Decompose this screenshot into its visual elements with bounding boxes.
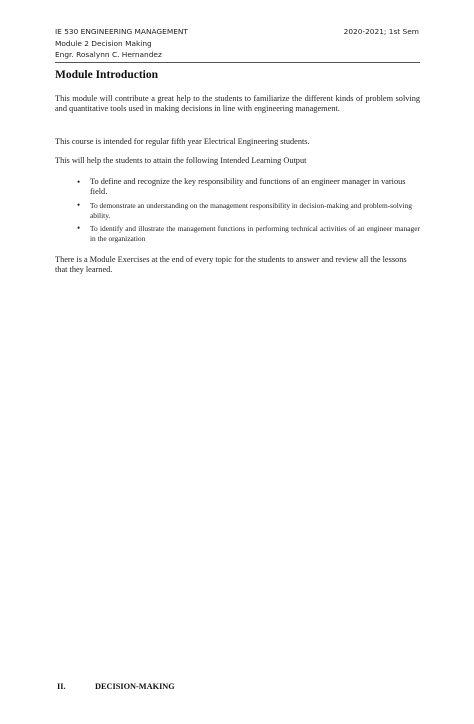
instructor-name: Engr. Rosalynn C. Hernandez (55, 50, 162, 60)
section-title: DECISION-MAKING (95, 682, 175, 691)
learning-outcome-item: • To define and recognize the key responsibility and functions of an engineer manager in various field. (77, 177, 420, 197)
section-heading (57, 682, 175, 691)
audience-paragraph: This course is intended for regular fifth year Electrical Engineering students. (55, 137, 310, 146)
closing-paragraph: There is a Module Exercises at the end of every topic for the students to answer and review all the lessons that they learned. (55, 255, 407, 275)
learning-outcome-item: • To demonstrate an understanding on the management responsibility in decision-making and problem-solving ability. (77, 201, 420, 220)
page-header (55, 26, 419, 61)
learning-outcomes-list (77, 177, 420, 247)
section-number: II. (57, 682, 66, 691)
module-name: Module 2 Decision Making (55, 38, 152, 48)
term-label: 2020-2021; 1st Sem (343, 27, 419, 36)
page-title: Module Introduction (55, 69, 158, 81)
learning-outcome-item: • To identify and illustrate the management functions in performing technical activities of an engineer manager in the organization (77, 224, 420, 243)
course-title: IE 530 ENGINEERING MANAGEMENT (55, 27, 188, 36)
intro-paragraph: This module will contribute a great help to the students to familiarize the different kinds of problem solving and quantitative tools used in making decisions in line with engineering management. (55, 94, 420, 114)
outcomes-lead-paragraph: This will help the students to attain the following Intended Learning Output (55, 156, 307, 165)
header-divider (55, 62, 420, 63)
